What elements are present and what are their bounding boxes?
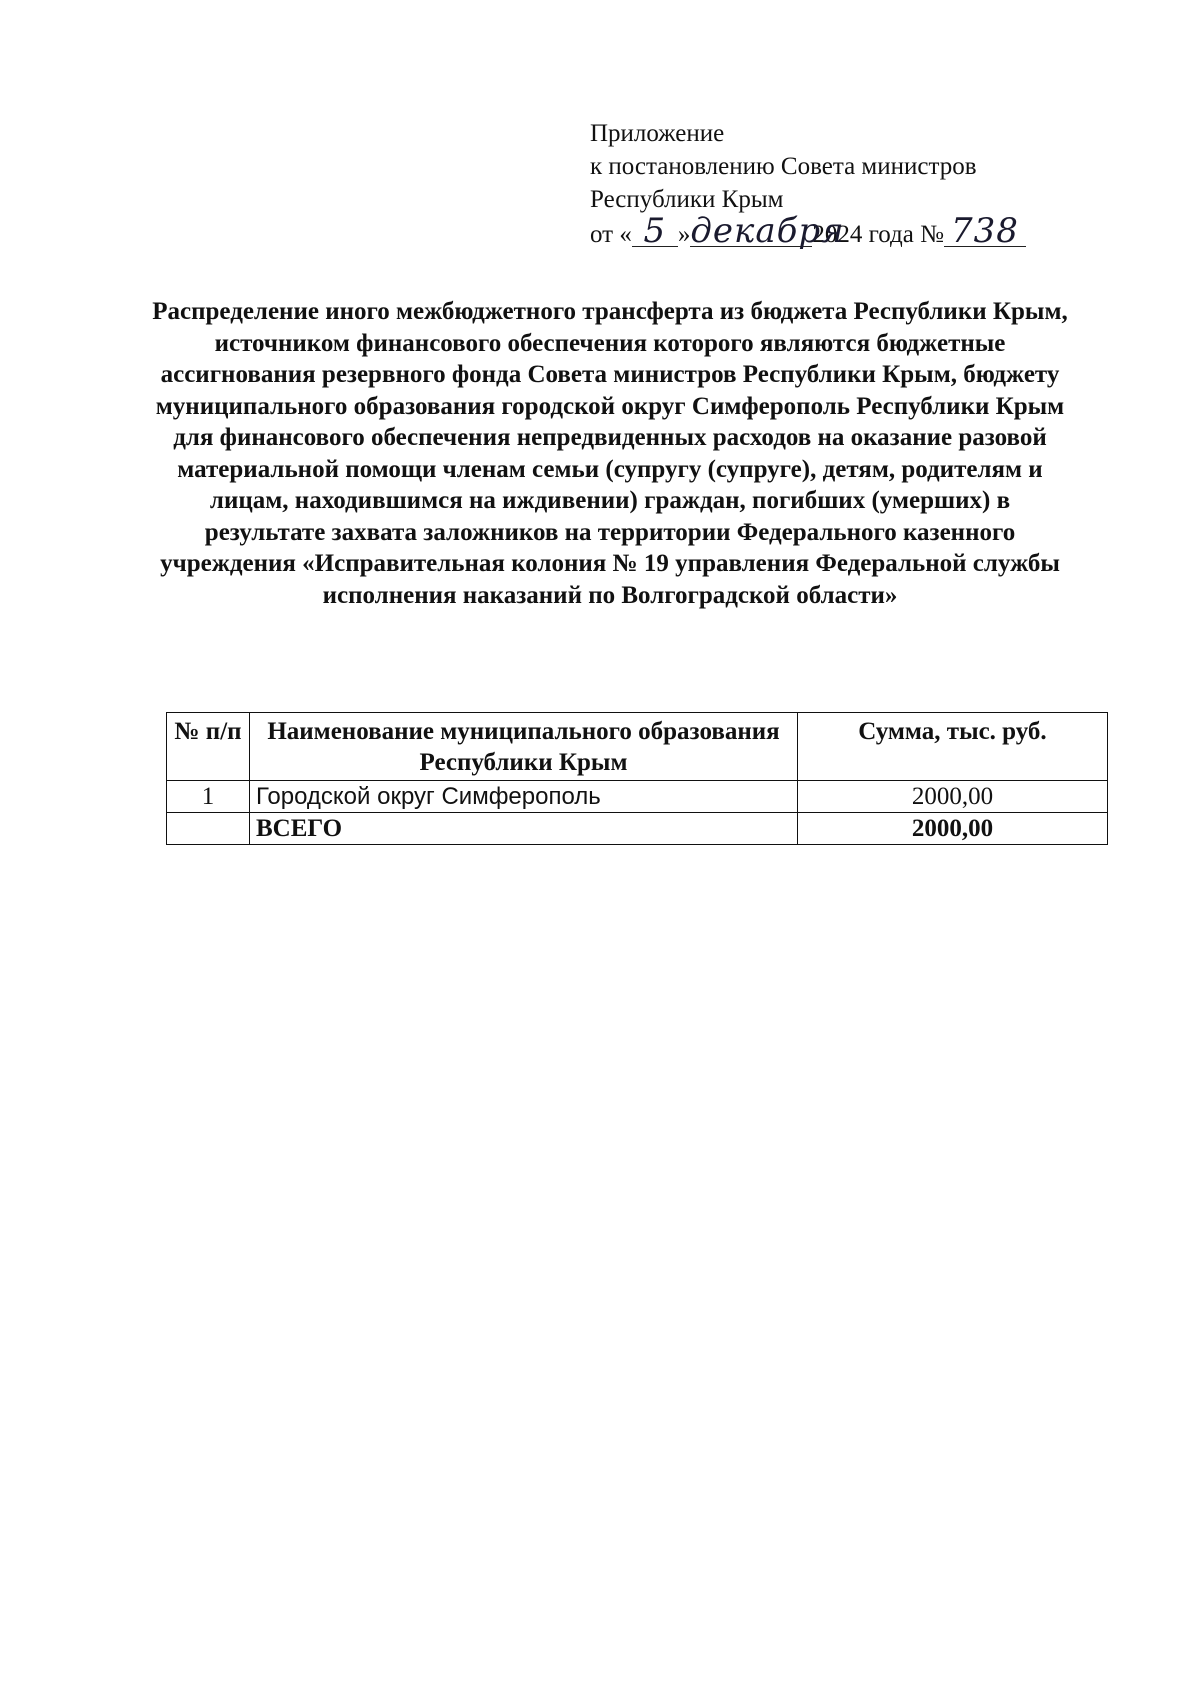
document-title: Распределение иного межбюджетного трансферта из бюджета Республики Крым, источником финансового обеспечения которого являются бюджетные ассигнования резервного фонда Совета министров Республики Крым, бюджету муниципального образования городской округ Симферополь Республики Крым для финансового обеспечения непредвиденных расходов на оказание разовой материальной помощи членам семьи (супругу (супруге), детям, родителям и лицам, находившимся на иждивении) граждан, погибших (умерших) в результате захвата заложников на территории Федерального казенного учреждения «Исправительная колония № 19 управления Федеральной службы исполнения наказаний по Волгоградской области» bbox=[152, 298, 1068, 609]
appendix-header bbox=[590, 117, 1026, 251]
row-num: 1 bbox=[167, 781, 250, 813]
handwritten-number: 738 bbox=[944, 216, 1026, 247]
total-sum: 2000,00 bbox=[798, 813, 1108, 845]
row-name: Городской округ Симферополь bbox=[250, 781, 798, 813]
header-sum: Сумма, тыс. руб. bbox=[798, 713, 1108, 781]
handwritten-month: декабря bbox=[690, 211, 845, 251]
date-prefix: от « bbox=[590, 221, 632, 248]
appendix-resolution-ref: к постановлению Совета министров bbox=[590, 153, 977, 180]
handwritten-day: 5 bbox=[632, 216, 678, 247]
total-num-empty bbox=[167, 813, 250, 845]
row-sum: 2000,00 bbox=[798, 781, 1108, 813]
total-label: ВСЕГО bbox=[250, 813, 798, 845]
appendix-date-line bbox=[590, 211, 1026, 251]
date-mid: » bbox=[677, 221, 691, 248]
table-total-row bbox=[167, 813, 1108, 845]
distribution-table bbox=[166, 712, 1108, 845]
appendix-republic: Республики Крым bbox=[590, 186, 784, 213]
header-name: Наименование муниципального образования Республики Крым bbox=[250, 713, 798, 781]
table-header-row bbox=[167, 713, 1108, 781]
appendix-label: Приложение bbox=[590, 120, 725, 147]
year-text: 2024 года № bbox=[812, 221, 944, 248]
header-num: № п/п bbox=[167, 713, 250, 781]
table-row bbox=[167, 781, 1108, 813]
